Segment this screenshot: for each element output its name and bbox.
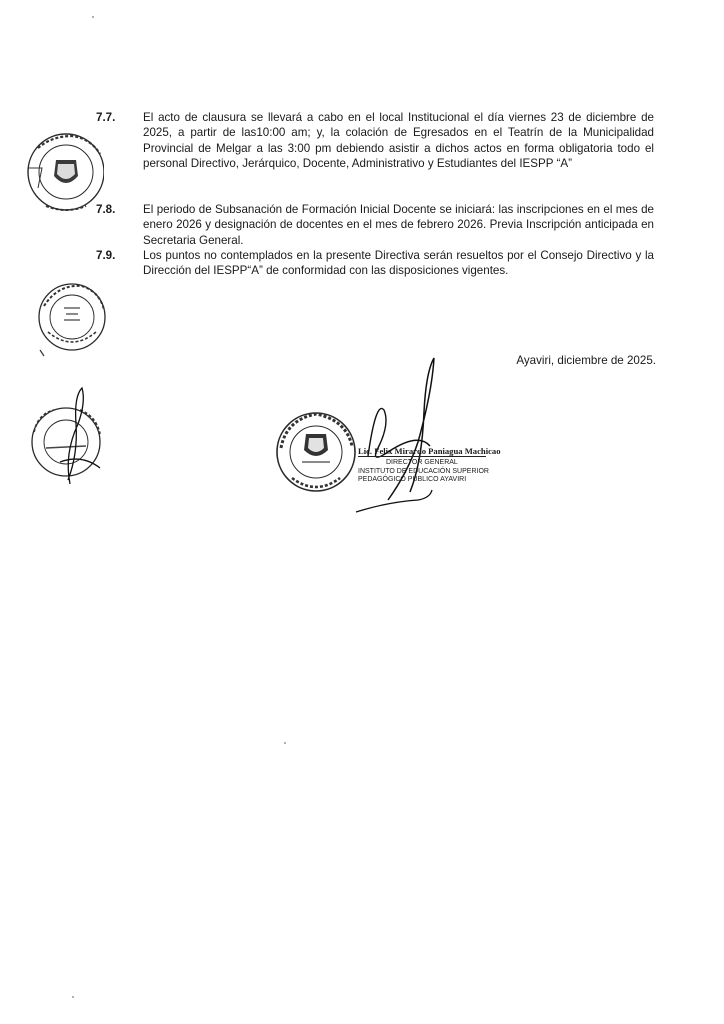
institution-line-1: INSTITUTO DE EDUCACIÓN SUPERIOR: [358, 467, 489, 475]
clause-number: 7.7.: [96, 111, 116, 124]
margin-seal-top: [12, 128, 104, 214]
clause-text: El acto de clausura se llevará a cabo en el local Institucional el día viernes 23 de diciembre de 2025, a partir de las10:00 am; y, la colación de Egresados en el Teatrín de la Municipalidad Provincial de Melgar a las 3:00 pm debiendo asistir a dichos actos en forma obligatoria todo el personal Directivo, Jerárquico, Docente, Administrativo y Estudiantes del IESPP “A”: [143, 111, 654, 171]
clause-number: 7.9.: [96, 249, 116, 262]
clause-number: 7.8.: [96, 203, 116, 216]
signer-title: DIRECTOR GENERAL: [386, 459, 458, 467]
margin-seal-bottom: [20, 384, 112, 494]
scan-speck: [92, 16, 94, 18]
scan-speck: [284, 742, 286, 744]
scan-speck: [72, 996, 74, 998]
signature-flourish: [348, 352, 468, 520]
signer-name: Lic. Felix Mirardo Paniagua Machicao: [358, 446, 501, 456]
margin-seal-middle: [34, 280, 110, 358]
clause-text: Los puntos no contemplados en la presente Directiva serán resueltos por el Consejo Directivo y la Dirección del IESPP“A” de conformidad con las disposiciones vigentes.: [143, 249, 654, 278]
clause-text: El periodo de Subsanación de Formación Inicial Docente se iniciará: las inscripciones en el mes de enero 2026 y designación de docentes en el mes de febrero 2026. Previa Inscripción anticipada en Secretaria General.: [143, 203, 654, 247]
place-date: Ayaviri, diciembre de 2025.: [516, 354, 656, 367]
institution-line-2: PEDAGÓGICO PÚBLICO AYAVIRI: [358, 476, 467, 484]
official-stamp: [272, 410, 360, 494]
signature-block: [358, 446, 501, 485]
